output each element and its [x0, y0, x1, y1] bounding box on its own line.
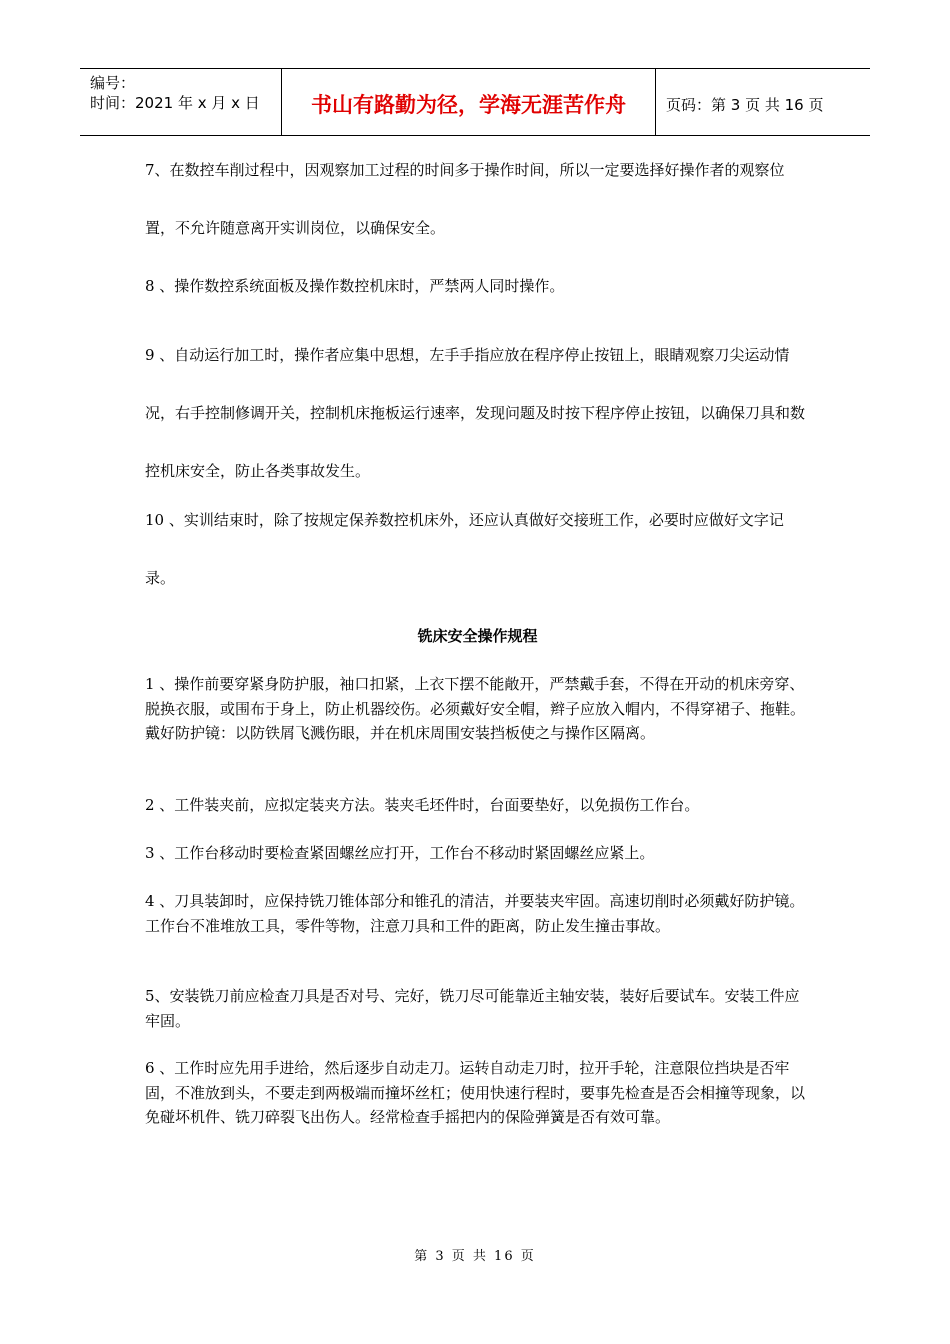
page-footer: 第 3 页 共 16 页	[414, 1249, 536, 1264]
document-number: 编号：	[90, 74, 136, 92]
milling-rule-4: 4 、刀具装卸时，应保持铣刀锥体部分和锥孔的清洁，并要装夹牢固。高速切削时必须戴好防护镜。工作台不准堆放工具，零件等物，注意刀具和工件的距离，防止发生撞击事故。	[145, 892, 805, 935]
milling-rule-6: 6 、工作时应先用手进给，然后逐步自动走刀。运转自动走刀时，拉开手轮，注意限位挡块是否牢固，不准放到头，不要走到两极端而撞坏丝杠；使用快速行程时，要事先检查是否会相撞等现象，以免碰坏机件、铣刀碎裂飞出伤人。经常检查手摇把内的保险弹簧是否有效可靠。	[145, 1059, 806, 1126]
lathe-rule-10: 10 、实训结束时，除了按规定保养数控机床外，还应认真做好交接班工作，必要时应做好文字记录。	[145, 511, 784, 587]
header-motto: 书山有路勤为径，学海无涯苦作舟	[282, 69, 656, 135]
milling-rule-1: 1 、操作前要穿紧身防护服，袖口扣紧，上衣下摆不能敞开，严禁戴手套，不得在开动的机床旁穿、脱换衣服，或围布于身上，防止机器绞伤。必须戴好安全帽，辫子应放入帽内，不得穿裙子、拖鞋。戴好防护镜：以防铁屑飞溅伤眼，并在机床周围安装挡板使之与操作区隔离。	[145, 675, 806, 742]
page-header	[80, 68, 870, 136]
header-page-number: 页码：第 3 页 共 16 页	[666, 95, 824, 114]
section-title: 铣床安全操作规程	[417, 627, 538, 645]
lathe-rule-7: 7、在数控车削过程中，因观察加工过程的时间多于操作时间，所以一定要选择好操作者的观察位置，不允许随意离开实训岗位，以确保安全。	[145, 161, 785, 237]
header-meta	[80, 69, 282, 135]
lathe-rule-8: 8 、操作数控系统面板及操作数控机床时，严禁两人同时操作。	[145, 277, 565, 295]
document-date: 时间：2021 年 x 月 x 日	[90, 94, 260, 112]
milling-rule-5: 5、安装铣刀前应检查刀具是否对号、完好，铣刀尽可能靠近主轴安装，装好后要试车。安装工件应牢固。	[145, 987, 800, 1030]
milling-rule-2: 2 、工件装夹前，应拟定装夹方法。装夹毛坯件时，台面要垫好，以免损伤工作台。	[145, 796, 700, 814]
milling-rule-3: 3 、工作台移动时要检查紧固螺丝应打开，工作台不移动时紧固螺丝应紧上。	[145, 844, 655, 862]
lathe-rule-9: 9 、自动运行加工时，操作者应集中思想，左手手指应放在程序停止按钮上，眼睛观察刀尖运动情况，右手控制修调开关，控制机床拖板运行速率，发现问题及时按下程序停止按钮，以确保刀具和数控机床安全，防止各类事故发生。	[145, 346, 806, 480]
